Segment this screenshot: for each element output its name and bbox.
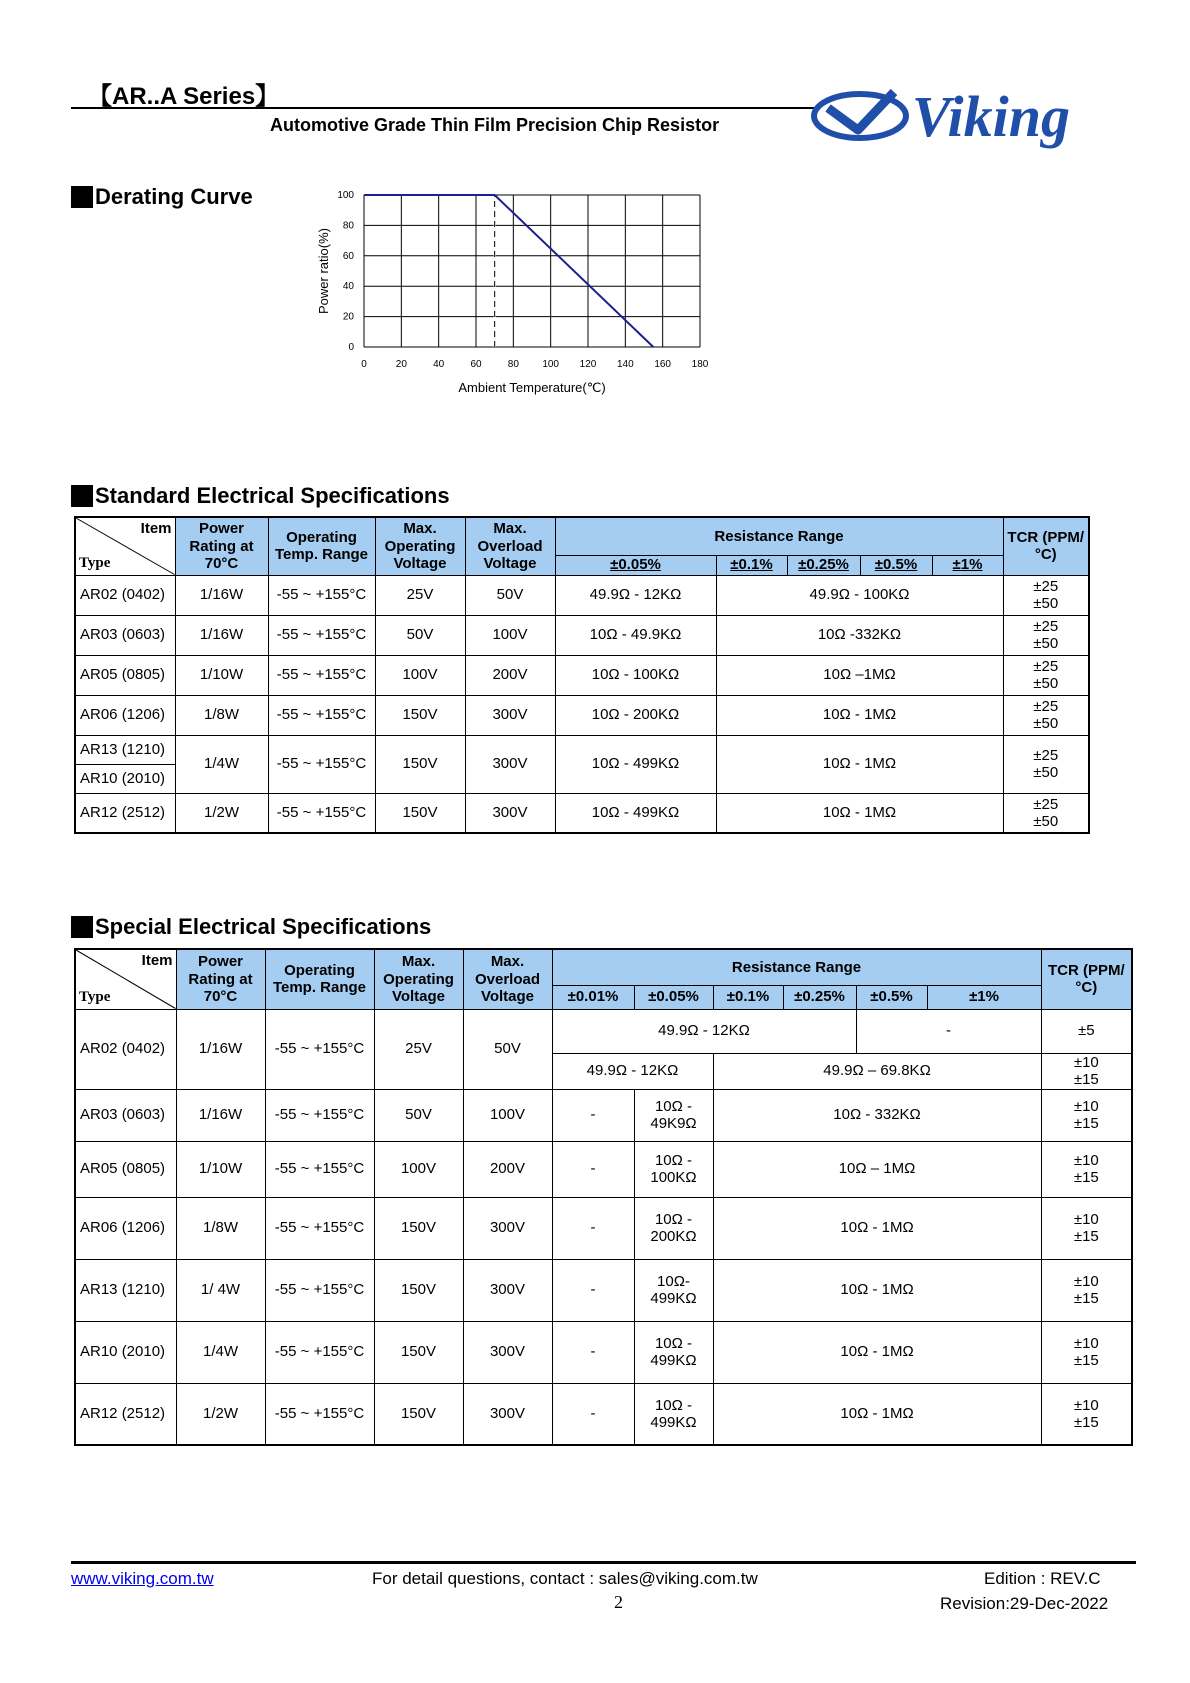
x-tick-label: 80 <box>507 359 519 370</box>
resistance-cell: - <box>552 1259 634 1321</box>
x-tick-label: 20 <box>395 359 407 370</box>
tolerance-header: ±0.05% <box>555 555 716 575</box>
resistance-value: 499KΩ <box>650 1352 697 1369</box>
temp-cell: -55 ~ +155°C <box>268 793 375 833</box>
resistance-range-header: Resistance Range <box>555 517 1003 555</box>
tcr-cell <box>1041 1383 1132 1445</box>
resistance-value: 499KΩ <box>650 1413 697 1431</box>
special-heading <box>71 914 431 940</box>
table-row <box>75 1089 1132 1141</box>
power-cell: 1/2W <box>175 793 268 833</box>
derating-line <box>364 195 653 347</box>
type-cell: AR06 (1206) <box>75 1197 176 1259</box>
power-cell: 1/16W <box>175 615 268 655</box>
op-voltage-cell: 50V <box>375 615 465 655</box>
ov-voltage-cell: 200V <box>463 1141 552 1197</box>
table-row <box>75 575 1089 615</box>
resistance-cell: 10Ω –1MΩ <box>716 655 1003 695</box>
power-cell: 1/8W <box>176 1197 265 1259</box>
op-voltage-cell: 150V <box>374 1259 463 1321</box>
x-tick-label: 160 <box>654 359 672 370</box>
temp-cell: -55 ~ +155°C <box>265 1197 374 1259</box>
resistance-cell: 10Ω - 1MΩ <box>716 695 1003 735</box>
op-voltage-cell: 150V <box>375 695 465 735</box>
tcr-cell <box>1041 1259 1132 1321</box>
ov-voltage-cell: 300V <box>463 1383 552 1445</box>
edition-text: Edition : REV.C <box>984 1569 1101 1588</box>
temp-cell: -55 ~ +155°C <box>265 1009 374 1089</box>
type-cell: AR05 (0805) <box>75 1141 176 1197</box>
table-row <box>75 695 1089 735</box>
resistance-value: 200KΩ <box>650 1228 697 1245</box>
tcr-header: TCR (PPM/°C) <box>1041 949 1132 1009</box>
item-label: Item <box>140 520 172 537</box>
resistance-cell: 49.9Ω - 100KΩ <box>716 575 1003 615</box>
resistance-cell <box>634 1089 713 1141</box>
ov-voltage-cell: 100V <box>463 1089 552 1141</box>
op-voltage-cell: 100V <box>375 655 465 695</box>
resistance-cell: - <box>552 1321 634 1383</box>
op-voltage-cell: 50V <box>374 1089 463 1141</box>
type-cell: AR13 (1210) <box>75 1259 176 1321</box>
tcr-value: ±50 <box>1033 812 1059 830</box>
tcr-cell <box>1041 1053 1132 1089</box>
power-cell: 1/4W <box>176 1321 265 1383</box>
temp-cell: -55 ~ +155°C <box>265 1089 374 1141</box>
tcr-cell <box>1041 1141 1132 1197</box>
y-tick-label: 100 <box>337 190 354 201</box>
header-rule <box>71 107 815 109</box>
type-cell: AR02 (0402) <box>75 1009 176 1089</box>
operating-voltage-header: Max. Operating Voltage <box>374 949 463 1009</box>
power-cell: 1/4W <box>175 735 268 793</box>
tcr-cell <box>1041 1197 1132 1259</box>
temp-range-header: Operating Temp. Range <box>265 949 374 1009</box>
y-tick-label: 60 <box>342 250 354 262</box>
tolerance-header: ±0.5% <box>860 555 932 575</box>
tolerance-header: ±0.5% <box>856 985 927 1009</box>
power-cell: 1/ 4W <box>176 1259 265 1321</box>
ov-voltage-cell: 300V <box>463 1197 552 1259</box>
derating-heading-text: Derating Curve <box>95 184 253 209</box>
resistance-cell: 10Ω - 499KΩ <box>555 735 716 793</box>
tcr-cell: ±5 <box>1041 1009 1132 1053</box>
op-voltage-cell: 150V <box>374 1383 463 1445</box>
type-cell: AR12 (2512) <box>75 793 175 833</box>
temp-cell: -55 ~ +155°C <box>265 1383 374 1445</box>
resistance-range-header: Resistance Range <box>552 949 1041 985</box>
tcr-value: ±15 <box>1073 1352 1099 1369</box>
tolerance-header: ±0.25% <box>783 985 856 1009</box>
resistance-cell <box>634 1259 713 1321</box>
power-cell: 1/10W <box>175 655 268 695</box>
overload-voltage-header: Max. Overload Voltage <box>465 517 555 575</box>
tolerance-header: ±0.05% <box>634 985 713 1009</box>
resistance-cell: 10Ω - 1MΩ <box>716 735 1003 793</box>
type-cell <box>75 735 175 793</box>
tcr-cell <box>1003 575 1089 615</box>
heading-square-icon <box>71 916 93 938</box>
resistance-cell: 49.9Ω – 69.8KΩ <box>713 1053 1041 1089</box>
x-tick-label: 140 <box>616 359 634 370</box>
series-title: 【AR..A Series】 <box>88 83 280 110</box>
y-axis-label: Power ratio(%) <box>316 228 331 314</box>
op-voltage-cell: 150V <box>375 793 465 833</box>
ov-voltage-cell: 100V <box>465 615 555 655</box>
resistance-cell <box>634 1197 713 1259</box>
type-cell: AR05 (0805) <box>75 655 175 695</box>
resistance-cell: - <box>856 1009 1041 1053</box>
viking-logo-mark <box>810 78 1140 152</box>
resistance-value: 499KΩ <box>650 1290 697 1307</box>
tcr-value: ±50 <box>1033 715 1059 732</box>
resistance-cell: 10Ω - 1MΩ <box>716 793 1003 833</box>
tolerance-header: ±0.25% <box>787 555 860 575</box>
ov-voltage-cell: 50V <box>463 1009 552 1089</box>
tcr-value: ±50 <box>1033 764 1059 781</box>
resistance-cell: 10Ω – 1MΩ <box>713 1141 1041 1197</box>
derating-chart <box>316 190 790 435</box>
ov-voltage-cell: 300V <box>465 695 555 735</box>
tcr-cell <box>1003 793 1089 833</box>
document-subtitle: Automotive Grade Thin Film Precision Chip Resistor <box>270 115 720 135</box>
type-cell: AR12 (2512) <box>75 1383 176 1445</box>
temp-cell: -55 ~ +155°C <box>265 1259 374 1321</box>
table-row <box>75 1383 1132 1445</box>
y-tick-label: 20 <box>342 311 354 323</box>
tcr-cell <box>1003 735 1089 793</box>
power-cell: 1/16W <box>175 575 268 615</box>
x-tick-label: 0 <box>361 359 367 370</box>
power-cell: 1/2W <box>176 1383 265 1445</box>
power-cell: 1/8W <box>175 695 268 735</box>
resistance-cell: 10Ω - 1MΩ <box>713 1259 1041 1321</box>
ov-voltage-cell: 200V <box>465 655 555 695</box>
tcr-cell <box>1003 655 1089 695</box>
tcr-value: ±50 <box>1033 675 1059 692</box>
tcr-cell <box>1003 615 1089 655</box>
resistance-cell: 49.9Ω - 12KΩ <box>552 1053 713 1089</box>
tcr-value: ±15 <box>1073 1115 1099 1132</box>
temp-cell: -55 ~ +155°C <box>265 1141 374 1197</box>
resistance-cell: - <box>552 1383 634 1445</box>
ov-voltage-cell: 300V <box>463 1321 552 1383</box>
resistance-cell: 10Ω - 332KΩ <box>713 1089 1041 1141</box>
tcr-value: ±10 <box>1073 1334 1099 1352</box>
operating-voltage-header: Max. Operating Voltage <box>375 517 465 575</box>
op-voltage-cell: 150V <box>374 1197 463 1259</box>
resistance-cell: - <box>552 1089 634 1141</box>
resistance-cell: 10Ω - 499KΩ <box>555 793 716 833</box>
tcr-value: ±25 <box>1033 617 1059 635</box>
resistance-cell: 49.9Ω - 12KΩ <box>555 575 716 615</box>
type-label: Type <box>79 989 111 1006</box>
y-tick-label: 80 <box>342 220 354 232</box>
tcr-value: ±50 <box>1033 595 1059 612</box>
viking-logo <box>810 78 1140 152</box>
resistance-cell: 10Ω - 200KΩ <box>555 695 716 735</box>
x-tick-label: 180 <box>691 359 709 370</box>
tcr-value: ±25 <box>1033 697 1059 715</box>
resistance-value: 10Ω - <box>654 1210 693 1228</box>
temp-cell: -55 ~ +155°C <box>268 575 375 615</box>
resistance-value: 49K9Ω <box>650 1115 697 1132</box>
standard-spec-table <box>74 516 1090 834</box>
temp-cell: -55 ~ +155°C <box>265 1321 374 1383</box>
table-row <box>75 615 1089 655</box>
heading-square-icon <box>71 186 93 208</box>
power-cell: 1/10W <box>176 1141 265 1197</box>
overload-voltage-header: Max. Overload Voltage <box>463 949 552 1009</box>
table-row <box>75 1141 1132 1197</box>
ov-voltage-cell: 50V <box>465 575 555 615</box>
footer-rule <box>71 1561 1136 1564</box>
temp-cell: -55 ~ +155°C <box>268 695 375 735</box>
temp-cell: -55 ~ +155°C <box>268 615 375 655</box>
resistance-cell <box>634 1383 713 1445</box>
ov-voltage-cell: 300V <box>463 1259 552 1321</box>
resistance-cell: 10Ω -332KΩ <box>716 615 1003 655</box>
table-row <box>75 735 1089 793</box>
tolerance-header: ±0.1% <box>713 985 783 1009</box>
type-value: AR10 (2010) <box>76 764 175 793</box>
tcr-cell <box>1003 695 1089 735</box>
resistance-cell: - <box>552 1141 634 1197</box>
resistance-cell: 10Ω - 1MΩ <box>713 1383 1041 1445</box>
resistance-cell: 10Ω - 1MΩ <box>713 1197 1041 1259</box>
tcr-value: ±25 <box>1033 657 1059 675</box>
ov-voltage-cell: 300V <box>465 735 555 793</box>
heading-square-icon <box>71 485 93 507</box>
op-voltage-cell: 25V <box>375 575 465 615</box>
x-tick-label: 120 <box>579 359 597 370</box>
special-spec-table <box>74 948 1133 1446</box>
derating-heading <box>71 184 253 210</box>
resistance-value: 10Ω - <box>654 1151 693 1169</box>
revision-text: Revision:29-Dec-2022 <box>940 1594 1109 1613</box>
y-tick-label: 0 <box>348 342 354 353</box>
op-voltage-cell: 25V <box>374 1009 463 1089</box>
ov-voltage-cell: 300V <box>465 793 555 833</box>
tolerance-header: ±0.1% <box>716 555 787 575</box>
table-row <box>75 1197 1132 1259</box>
resistance-cell: 10Ω - 49.9KΩ <box>555 615 716 655</box>
item-type-header <box>75 949 176 1009</box>
tcr-value: ±15 <box>1073 1071 1099 1088</box>
tolerance-header: ±1% <box>932 555 1003 575</box>
resistance-cell <box>634 1321 713 1383</box>
table-row <box>75 655 1089 695</box>
tcr-cell <box>1041 1089 1132 1141</box>
type-cell: AR06 (1206) <box>75 695 175 735</box>
x-tick-label: 40 <box>433 359 445 370</box>
resistance-value: 100KΩ <box>650 1169 697 1186</box>
page-number: 2 <box>614 1592 623 1612</box>
logo-text: Viking <box>912 84 1070 149</box>
temp-range-header: Operating Temp. Range <box>268 517 375 575</box>
op-voltage-cell: 150V <box>374 1321 463 1383</box>
power-rating-header: Power Rating at 70°C <box>175 517 268 575</box>
temp-cell: -55 ~ +155°C <box>268 735 375 793</box>
op-voltage-cell: 100V <box>374 1141 463 1197</box>
power-rating-header: Power Rating at 70°C <box>176 949 265 1009</box>
item-type-header <box>75 517 175 575</box>
type-cell: AR03 (0603) <box>75 1089 176 1141</box>
tolerance-header: ±1% <box>927 985 1041 1009</box>
table-row <box>75 1321 1132 1383</box>
resistance-value: 10Ω - <box>654 1097 693 1115</box>
resistance-value: 10Ω - <box>654 1334 693 1352</box>
tcr-value: ±10 <box>1073 1272 1099 1290</box>
tcr-value: ±50 <box>1033 635 1059 652</box>
type-cell: AR03 (0603) <box>75 615 175 655</box>
tcr-cell <box>1041 1321 1132 1383</box>
tcr-header: TCR (PPM/°C) <box>1003 517 1089 575</box>
type-label: Type <box>79 555 111 572</box>
op-voltage-cell: 150V <box>375 735 465 793</box>
contact-text: For detail questions, contact : sales@viking.com.tw <box>372 1569 758 1588</box>
power-cell: 1/16W <box>176 1009 265 1089</box>
y-tick-label: 40 <box>342 281 354 293</box>
resistance-value: 10Ω - <box>654 1396 693 1414</box>
resistance-cell: 10Ω - 100KΩ <box>555 655 716 695</box>
standard-heading <box>71 483 450 509</box>
resistance-cell: - <box>552 1197 634 1259</box>
tcr-value: ±15 <box>1073 1228 1099 1245</box>
tcr-value: ±15 <box>1073 1290 1099 1307</box>
tcr-value: ±10 <box>1073 1396 1099 1414</box>
tcr-value: ±25 <box>1033 795 1059 813</box>
type-cell: AR02 (0402) <box>75 575 175 615</box>
table-row <box>75 1259 1132 1321</box>
tcr-value: ±10 <box>1073 1210 1099 1228</box>
tcr-value: ±10 <box>1073 1097 1099 1115</box>
table-row <box>75 793 1089 833</box>
x-tick-label: 60 <box>470 359 482 370</box>
resistance-cell: 49.9Ω - 12KΩ <box>552 1009 856 1053</box>
tolerance-header: ±0.01% <box>552 985 634 1009</box>
x-tick-label: 100 <box>542 359 560 370</box>
website-link[interactable]: www.viking.com.tw <box>71 1569 214 1588</box>
type-value: AR13 (1210) <box>80 740 166 758</box>
tcr-value: ±25 <box>1033 577 1059 595</box>
special-heading-text: Special Electrical Specifications <box>95 914 432 939</box>
tcr-value: ±15 <box>1073 1413 1099 1431</box>
resistance-cell: 10Ω - 1MΩ <box>713 1321 1041 1383</box>
tcr-value: ±25 <box>1033 746 1059 764</box>
power-cell: 1/16W <box>176 1089 265 1141</box>
item-label: Item <box>141 952 173 969</box>
tcr-value: ±10 <box>1073 1053 1099 1071</box>
standard-heading-text: Standard Electrical Specifications <box>95 483 450 508</box>
resistance-value: 10Ω- <box>657 1272 690 1290</box>
temp-cell: -55 ~ +155°C <box>268 655 375 695</box>
tcr-value: ±10 <box>1073 1151 1099 1169</box>
tcr-value: ±15 <box>1073 1169 1099 1186</box>
type-cell: AR10 (2010) <box>75 1321 176 1383</box>
x-axis-label: Ambient Temperature(℃) <box>458 380 606 395</box>
resistance-cell <box>634 1141 713 1197</box>
derating-chart-svg <box>316 190 790 435</box>
